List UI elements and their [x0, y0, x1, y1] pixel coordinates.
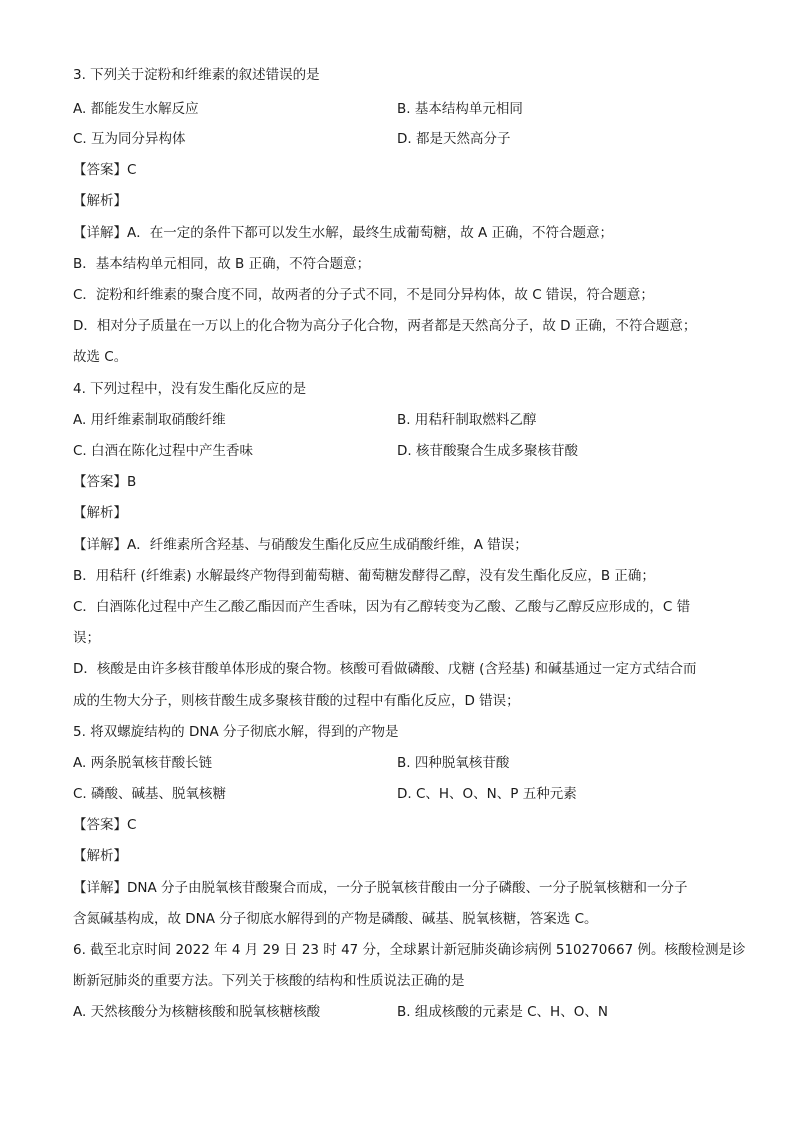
q4-detail-line: B．用秸秆 (纤维素) 水解最终产物得到葡萄糖、葡萄糖发酵得乙醇，没有发生酯化反应，B 正确； — [73, 568, 655, 584]
q4-answer: 【答案】B — [73, 474, 137, 490]
q3-detail-line: 故选 C。 — [73, 349, 128, 365]
q3-option-d: D. 都是天然高分子 — [397, 131, 511, 147]
q5-stem: 5. 将双螺旋结构的 DNA 分子彻底水解，得到的产物是 — [73, 724, 399, 740]
q4-option-b: B. 用秸秆制取燃料乙醇 — [397, 412, 537, 428]
q5-answer: 【答案】C — [73, 817, 137, 833]
q5-detail-line: 【详解】DNA 分子由脱氧核苷酸聚合而成，一分子脱氧核苷酸由一分子磷酸、一分子脱氧核糖和一分子 — [73, 880, 688, 896]
q3-option-c: C. 互为同分异构体 — [73, 131, 186, 147]
q3-detail-line: C．淀粉和纤维素的聚合度不同，故两者的分子式不同，不是同分异构体，故 C 错误，符合题意； — [73, 287, 654, 303]
q4-option-a: A. 用纤维素制取硝酸纤维 — [73, 412, 226, 428]
q5-option-a: A. 两条脱氧核苷酸长链 — [73, 755, 213, 771]
q4-detail-line: 成的生物大分子，则核苷酸生成多聚核苷酸的过程中有酯化反应，D 错误； — [73, 693, 520, 709]
q3-answer: 【答案】C — [73, 162, 137, 178]
q3-detail-line: B．基本结构单元相同，故 B 正确，不符合题意； — [73, 256, 371, 272]
q5-option-b: B. 四种脱氧核苷酸 — [397, 755, 510, 771]
q3-stem: 3. 下列关于淀粉和纤维素的叙述错误的是 — [73, 67, 320, 83]
q4-option-d: D. 核苷酸聚合生成多聚核苷酸 — [397, 443, 578, 459]
q6-stem-line: 6. 截至北京时间 2022 年 4 月 29 日 23 时 47 分，全球累计新冠肺炎确诊病例 510270667 例。核酸检测是诊 — [73, 942, 746, 958]
q5-option-d: D. C、H、O、N、P 五种元素 — [397, 786, 577, 802]
q3-detail-line: 【详解】A．在一定的条件下都可以发生水解，最终生成葡萄糖，故 A 正确，不符合题意； — [73, 225, 614, 241]
q4-detail-line: 误； — [73, 630, 100, 646]
q4-stem: 4. 下列过程中，没有发生酯化反应的是 — [73, 381, 307, 397]
q4-detail-line: D．核酸是由许多核苷酸单体形成的聚合物。核酸可看做磷酸、戊糖 (含羟基) 和碱基通过一定方式结合而 — [73, 661, 697, 677]
q3-analysis-label: 【解析】 — [73, 193, 127, 209]
q6-stem-line: 断新冠肺炎的重要方法。下列关于核酸的结构和性质说法正确的是 — [73, 973, 465, 989]
q5-option-c: C. 磷酸、碱基、脱氧核糖 — [73, 786, 227, 802]
q3-option-a: A. 都能发生水解反应 — [73, 101, 199, 117]
q3-detail-line: D．相对分子质量在一万以上的化合物为高分子化合物，两者都是天然高分子，故 D 正确，不符合题意； — [73, 318, 697, 334]
q5-analysis-label: 【解析】 — [73, 848, 127, 864]
q6-option-b: B. 组成核酸的元素是 C、H、O、N — [397, 1004, 608, 1020]
q4-option-c: C. 白酒在陈化过程中产生香味 — [73, 443, 254, 459]
q6-option-a: A. 天然核酸分为核糖核酸和脱氧核糖核酸 — [73, 1004, 321, 1020]
q5-detail-line: 含氮碱基构成，故 DNA 分子彻底水解得到的产物是磷酸、碱基、脱氧核糖，答案选 C。 — [73, 911, 598, 927]
q3-option-b: B. 基本结构单元相同 — [397, 101, 523, 117]
q4-detail-line: 【详解】A．纤维素所含羟基、与硝酸发生酯化反应生成硝酸纤维，A 错误； — [73, 537, 528, 553]
q4-analysis-label: 【解析】 — [73, 505, 127, 521]
q4-detail-line: C．白酒陈化过程中产生乙酸乙酯因而产生香味，因为有乙醇转变为乙酸、乙酸与乙醇反应形成的，C 错 — [73, 599, 691, 615]
